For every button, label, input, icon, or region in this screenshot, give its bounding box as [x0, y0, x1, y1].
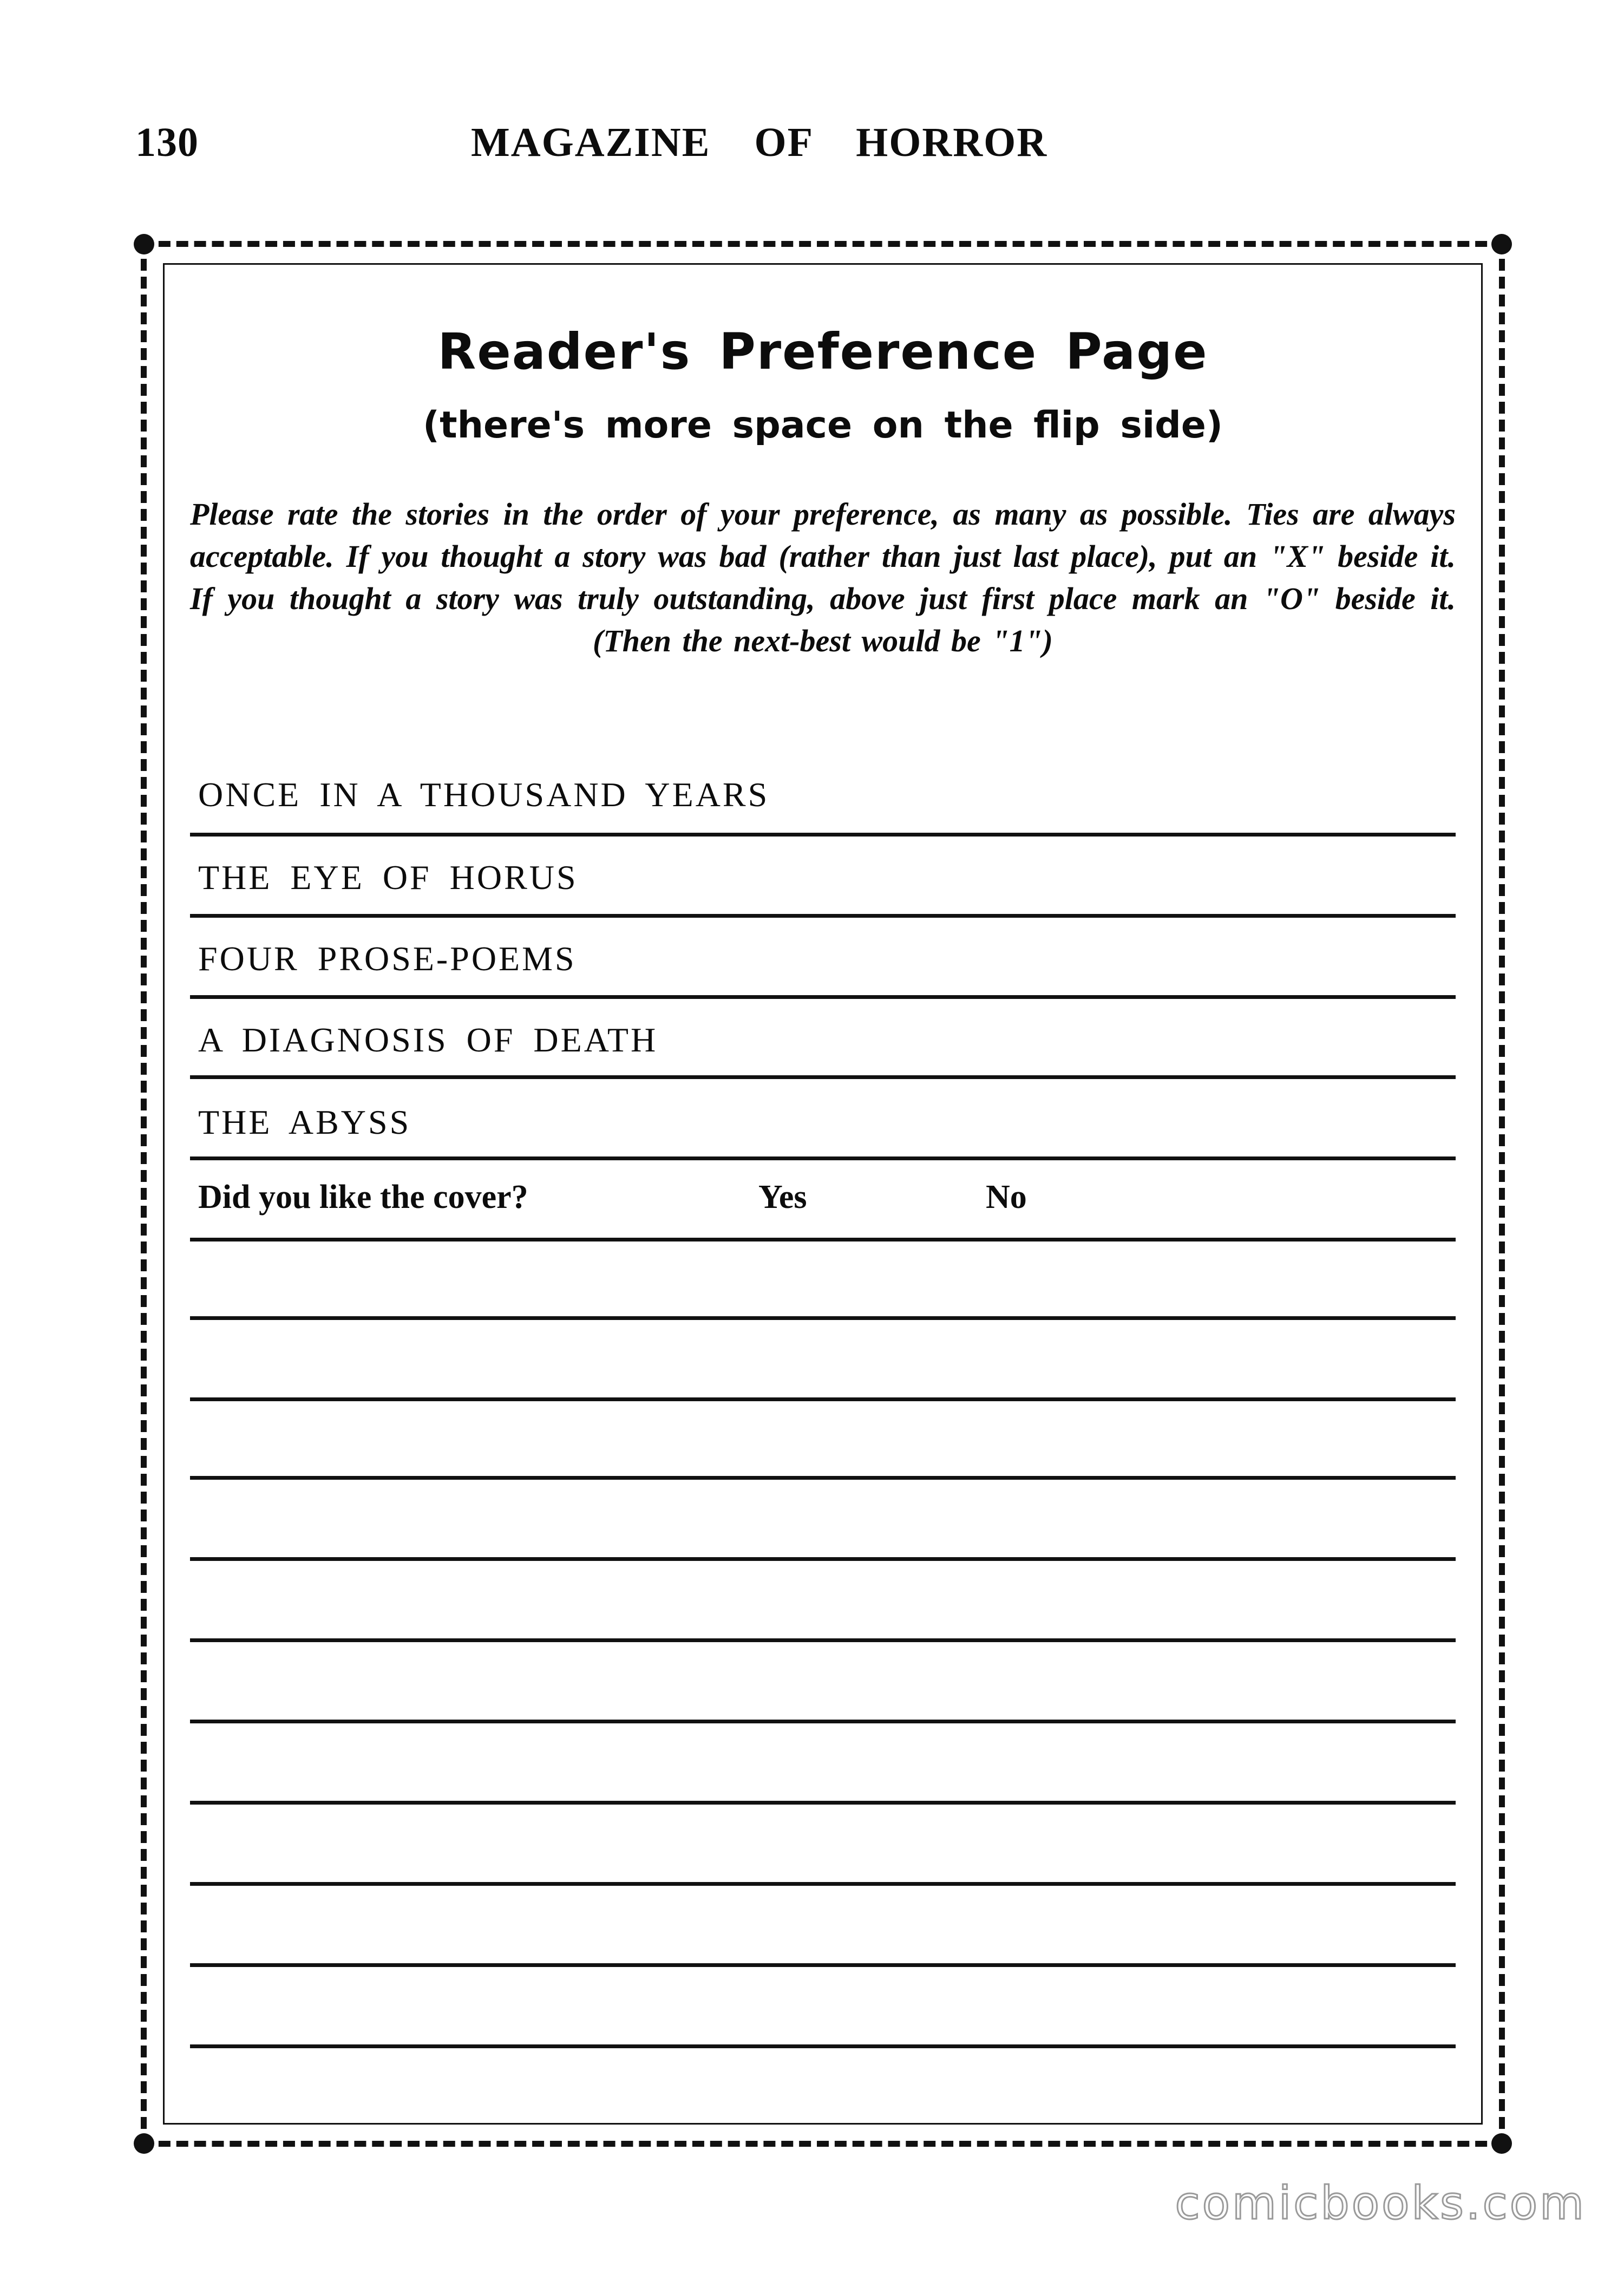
comment-line[interactable]: [190, 1963, 1456, 1967]
story-title-3: A DIAGNOSIS OF DEATH: [198, 1021, 658, 1059]
page-header: [135, 119, 1137, 179]
cover-yes-option[interactable]: Yes: [758, 1179, 807, 1216]
rating-line-1[interactable]: [190, 914, 1456, 918]
corner-dot-icon: [134, 234, 154, 254]
cover-question: Did you like the cover?: [198, 1179, 528, 1216]
page-number: 130: [135, 120, 199, 165]
story-title-1: THE EYE OF HORUS: [198, 858, 578, 897]
cover-no-option[interactable]: No: [986, 1179, 1027, 1216]
magazine-title: MAGAZINE OF HORROR: [471, 120, 1048, 165]
rating-line-3[interactable]: [190, 1075, 1456, 1079]
comment-line[interactable]: [190, 1720, 1456, 1723]
form-border: [141, 241, 1505, 2147]
comment-line[interactable]: [190, 1882, 1456, 1886]
comment-line[interactable]: [190, 1316, 1456, 1320]
rating-line-4[interactable]: [190, 1156, 1456, 1160]
cover-answer-line[interactable]: [190, 1238, 1456, 1241]
comment-line[interactable]: [190, 1638, 1456, 1642]
rating-instructions: Please rate the stories in the order of your preference, as many as possible. Ties are always acceptable. If you thought a story was bad (rather than just last place), put an "X" beside it. If you thought a story was truly outstanding, above just first place mark an "O" beside it. (Then the next-best would be "1"): [190, 496, 1456, 658]
comment-line[interactable]: [190, 2044, 1456, 2048]
comment-line[interactable]: [190, 1476, 1456, 1480]
corner-dot-icon: [134, 2133, 154, 2154]
watermark: comicbooks.com: [1175, 2177, 1586, 2230]
story-title-2: FOUR PROSE-POEMS: [198, 939, 577, 978]
story-title-4: THE ABYSS: [198, 1103, 411, 1141]
rating-line-2[interactable]: [190, 995, 1456, 999]
comment-line[interactable]: [190, 1557, 1456, 1561]
comment-line[interactable]: [190, 1397, 1456, 1401]
corner-dot-icon: [1491, 2133, 1512, 2154]
comment-line[interactable]: [190, 1801, 1456, 1805]
corner-dot-icon: [1491, 234, 1512, 254]
rating-line-0[interactable]: [190, 833, 1456, 837]
story-title-0: ONCE IN A THOUSAND YEARS: [198, 775, 770, 814]
form-subtitle: (there's more space on the flip side): [423, 404, 1223, 447]
form-title: Reader's Preference Page: [437, 323, 1208, 381]
